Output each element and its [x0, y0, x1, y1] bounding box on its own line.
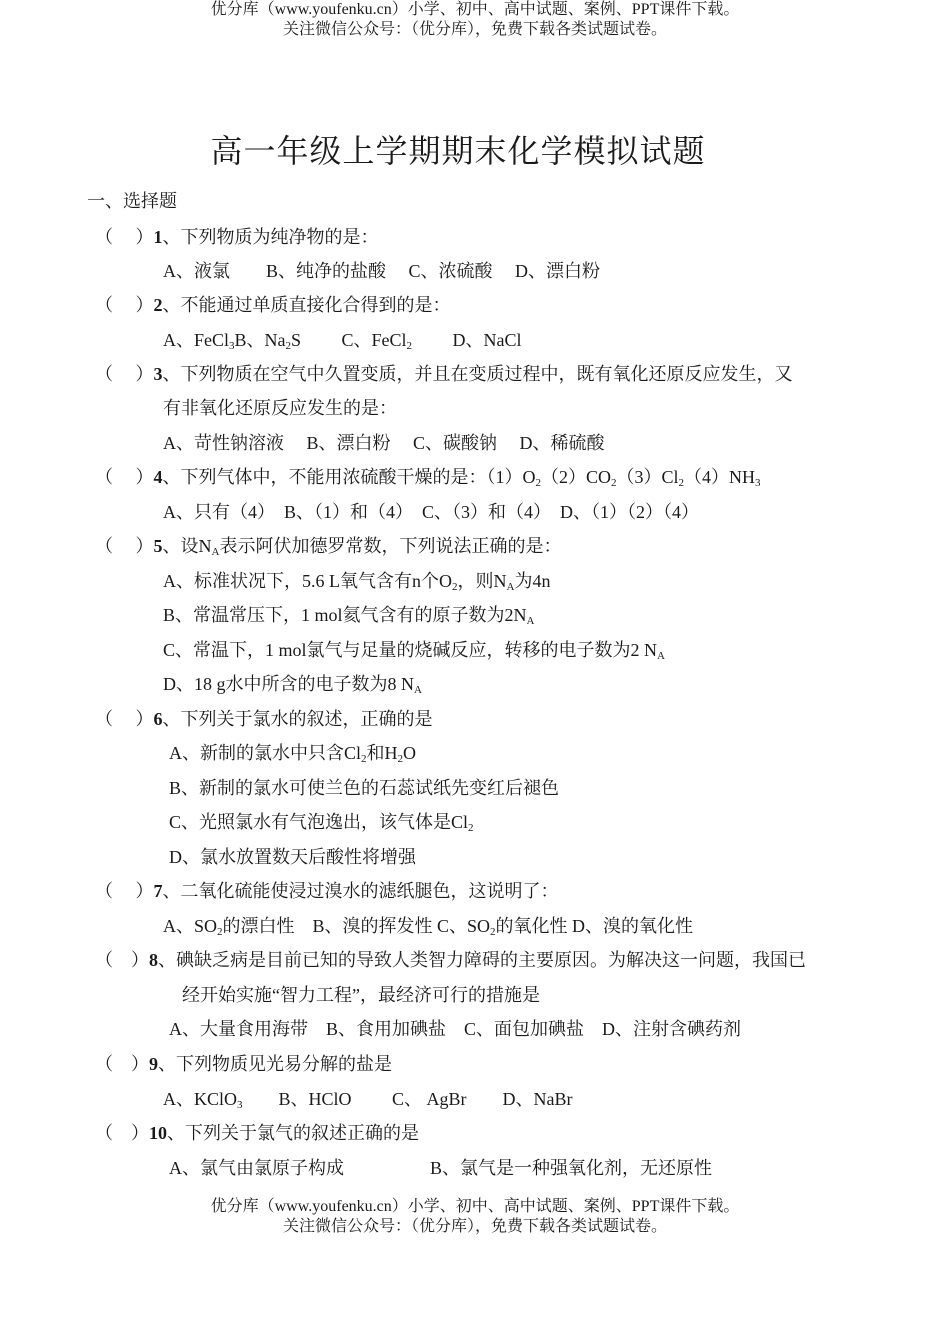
question-6-stem: [95, 702, 433, 736]
question-number: 5: [153, 536, 163, 556]
footer-banner-line1: 优分库（www.youfenku.cn）小学、初中、高中试题、案例、PPT课件下载。: [210, 1198, 740, 1215]
question-7-options: A、$SO_2$的漂白性 B、溴的挥发性 C、$SO_2$的氧化性 D、溴的氧化性: [163, 916, 694, 938]
question-6-option-d: D、氯水放置数天后酸性将增强: [169, 847, 416, 867]
question-number: 10: [149, 1123, 167, 1143]
question-number: 9: [149, 1054, 158, 1074]
question-9-stem: [95, 1047, 392, 1081]
question-1-stem: [95, 220, 379, 254]
question-number: 4: [153, 467, 163, 487]
question-7-stem: [95, 874, 559, 908]
header-banner-line2: 关注微信公众号：（优分库），免费下载各类试题试卷。: [282, 21, 667, 38]
question-text: 、下列物质在空气中久置变质，并且在变质过程中，既有氧化还原反应发生，又: [162, 364, 793, 384]
question-10-stem: [95, 1116, 419, 1150]
section-heading: 一、选择题: [87, 191, 177, 211]
question-text: 、下列物质为纯净物的是：: [162, 227, 379, 247]
question-number: 7: [153, 881, 163, 901]
header-banner: [0, 0, 950, 40]
question-text: 、不能通过单质直接化合得到的是：: [162, 295, 451, 315]
question-2-stem: [95, 288, 451, 322]
answer-paren: （ ）: [95, 1054, 149, 1074]
question-5-option-b: B、常温常压下，1 mol氦气含有的原子数为$2N_A$: [163, 605, 535, 627]
question-6-option-a: A、新制的氯水中只含$Cl_2$和$H_2O$: [169, 743, 417, 765]
question-text: 、下列物质见光易分解的盐是: [158, 1054, 392, 1074]
question-5-option-c: C、常温下，1 mol氯气与足量的烧碱反应，转移的电子数为2 $N_A$: [163, 640, 665, 662]
question-text: 、碘缺乏病是目前已知的导致人类智力障碍的主要原因。为解决这一问题，我国已: [158, 950, 806, 970]
question-6-option-c: C、光照氯水有气泡逸出，该气体是$Cl_2$: [169, 812, 474, 834]
question-3-stem-cont: 有非氧化还原反应发生的是：: [163, 398, 397, 418]
question-text: 、下列关于氯气的叙述正确的是: [167, 1123, 419, 1143]
question-10-option-b: B、氯气是一种强氧化剂，无还原性: [430, 1158, 713, 1178]
answer-paren: （ ）: [95, 881, 154, 901]
question-4-options: A、只有（4） B、（1）和（4） C、（3）和（4） D、（1）（2）（4）: [163, 502, 700, 522]
question-10-option-a: A、氯气由氯原子构成: [169, 1158, 344, 1178]
question-text: 、下列气体中，不能用浓硫酸干燥的是：: [162, 467, 487, 487]
question-number: 3: [153, 364, 163, 384]
answer-paren: （ ）: [95, 295, 154, 315]
question-text: 、二氧化硫能使浸过溴水的滤纸腿色，这说明了：: [162, 881, 559, 901]
question-number: 2: [153, 295, 163, 315]
question-9-options: A、KClO$_3$ B、HClO C、 AgBr D、NaBr: [163, 1089, 573, 1111]
question-3-stem: [95, 357, 793, 391]
page-title: 高一年级上学期期末化学模拟试题: [210, 133, 706, 169]
question-5-option-d: D、18 g水中所含的电子数为8 $N_A$: [163, 674, 422, 696]
question-4-stem: [95, 460, 761, 494]
question-2-options: A、FeCl$_3$B、$Na_2S$ C、FeCl$_2$ D、NaCl: [163, 330, 522, 352]
answer-paren: （ ）: [95, 536, 154, 556]
answer-paren: （ ）: [95, 709, 154, 729]
answer-paren: （ ）: [95, 950, 149, 970]
question-number: 1: [153, 227, 163, 247]
question-5-option-a: A、标准状况下，5.6 L氧气含有n个$O_2$，则$N_A$为4n: [163, 571, 551, 593]
question-text: 、下列关于氯水的叙述，正确的是: [162, 709, 433, 729]
question-5-stem: [95, 529, 561, 563]
answer-paren: （ ）: [95, 1123, 149, 1143]
answer-paren: （ ）: [95, 467, 154, 487]
footer-banner: [0, 1197, 950, 1237]
question-number: 6: [153, 709, 163, 729]
answer-paren: （ ）: [95, 364, 154, 384]
question-number: 8: [149, 950, 158, 970]
footer-banner-line2: 关注微信公众号：（优分库），免费下载各类试题试卷。: [282, 1218, 667, 1235]
question-3-options: A、苛性钠溶液 B、漂白粉 C、碳酸钠 D、稀硫酸: [163, 433, 605, 453]
gas-list: $(1)O_2(2)CO_2(3)Cl_2(4)NH_3$: [486, 467, 761, 489]
question-8-options: A、大量食用海带 B、食用加碘盐 C、面包加碘盐 D、注射含碘药剂: [169, 1019, 742, 1039]
question-8-stem-cont: 经开始实施“智力工程”，最经济可行的措施是: [182, 985, 540, 1005]
question-6-option-b: B、新制的氯水可使兰色的石蕊试纸先变红后褪色: [169, 778, 560, 798]
question-1-options: A、液氯 B、纯净的盐酸 C、浓硫酸 D、漂白粉: [163, 261, 601, 281]
question-8-stem: [95, 943, 806, 977]
header-banner-line1: 优分库（www.youfenku.cn）小学、初中、高中试题、案例、PPT课件下载。: [210, 1, 740, 18]
answer-paren: （ ）: [95, 227, 154, 247]
question-text: 、设$N_A$表示阿伏加德罗常数，下列说法正确的是：: [162, 536, 562, 558]
